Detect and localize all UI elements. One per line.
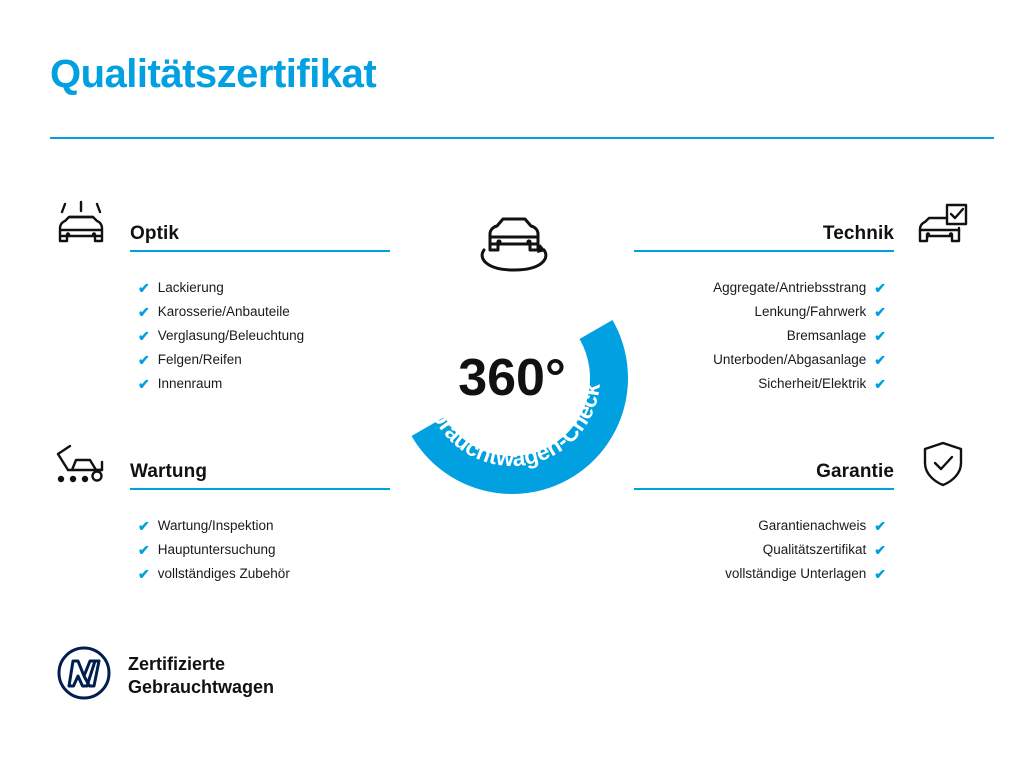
check-icon: ✔ [874, 328, 886, 344]
check-icon: ✔ [874, 280, 886, 296]
section-optik-underline [130, 250, 390, 252]
list-item-label: Unterboden/Abgasanlage [713, 352, 867, 367]
list-item [634, 514, 974, 538]
check-icon: ✔ [138, 304, 150, 320]
car-front-shine-icon [50, 200, 112, 252]
section-technik-title-wrap [634, 223, 912, 252]
arc-label: Gebrauchtwagen-Check [418, 380, 605, 472]
check-icon: ✔ [138, 352, 150, 368]
list-item [50, 538, 390, 562]
list-item [50, 300, 390, 324]
list-item-label: Karosserie/Anbauteile [157, 304, 290, 319]
section-garantie-underline [634, 488, 894, 490]
section-garantie-list [634, 514, 974, 586]
list-item [634, 276, 974, 300]
section-garantie-label: Garantie [816, 461, 894, 482]
section-optik-label: Optik [130, 223, 180, 244]
section-garantie-title-wrap [634, 461, 912, 490]
check-icon: ✔ [138, 566, 150, 582]
list-item-label: vollständiges Zubehör [157, 566, 290, 581]
section-wartung-label: Wartung [130, 461, 208, 482]
check-icon: ✔ [138, 280, 150, 296]
check-icon: ✔ [138, 328, 150, 344]
footer-text [128, 653, 274, 699]
footer-brand [56, 645, 274, 706]
check-icon: ✔ [874, 376, 886, 392]
list-item-label: Wartung/Inspektion [157, 518, 274, 533]
section-optik [50, 200, 390, 396]
check-icon: ✔ [874, 304, 886, 320]
list-item-label: Lackierung [157, 280, 224, 295]
page-title: Qualitätszertifikat [50, 52, 377, 96]
footer-line-2: Gebrauchtwagen [128, 676, 275, 697]
section-wartung-underline [130, 488, 390, 490]
list-item [50, 324, 390, 348]
list-item [50, 276, 390, 300]
section-technik-list [634, 276, 974, 396]
check-icon: ✔ [138, 542, 150, 558]
section-wartung-list [50, 514, 390, 586]
list-item [634, 562, 974, 586]
section-wartung-header [50, 438, 390, 500]
list-item [634, 300, 974, 324]
title-divider [50, 137, 994, 139]
list-item-label: Sicherheit/Elektrik [758, 376, 867, 391]
list-item [634, 538, 974, 562]
list-item-label: vollständige Unterlagen [725, 566, 867, 581]
list-item-label: Verglasung/Beleuchtung [157, 328, 305, 343]
check-icon: ✔ [874, 352, 886, 368]
list-item-label: Qualitätszertifikat [762, 542, 867, 557]
shield-check-icon [912, 438, 974, 490]
degrees-label: 360° [458, 349, 566, 407]
list-item-label: Innenraum [157, 376, 223, 391]
list-item [50, 372, 390, 396]
check-icon: ✔ [874, 542, 886, 558]
360-check-badge [380, 196, 644, 496]
section-garantie [634, 438, 974, 586]
section-garantie-header [634, 438, 974, 500]
car-lift-icon [50, 438, 112, 490]
footer-line-1: Zertifizierte [128, 653, 226, 674]
section-wartung-title-wrap [112, 461, 390, 490]
section-optik-title-wrap [112, 223, 390, 252]
list-item-label: Aggregate/Antriebsstrang [713, 280, 867, 295]
left-column [50, 200, 390, 586]
list-item-label: Bremsanlage [786, 328, 867, 343]
check-icon: ✔ [138, 376, 150, 392]
section-technik [634, 200, 974, 396]
section-optik-list [50, 276, 390, 396]
list-item-label: Felgen/Reifen [157, 352, 242, 367]
car-checklist-icon [912, 200, 974, 252]
section-optik-header [50, 200, 390, 262]
list-item [50, 562, 390, 586]
section-technik-underline [634, 250, 894, 252]
list-item [634, 324, 974, 348]
check-icon: ✔ [874, 566, 886, 582]
list-item [50, 348, 390, 372]
vw-logo [56, 645, 112, 706]
list-item-label: Lenkung/Fahrwerk [754, 304, 867, 319]
list-item [634, 372, 974, 396]
section-technik-label: Technik [822, 223, 894, 244]
list-item-label: Garantienachweis [758, 518, 867, 533]
check-icon: ✔ [138, 518, 150, 534]
list-item [50, 514, 390, 538]
list-item [634, 348, 974, 372]
car-rotate-icon [482, 219, 546, 270]
list-item-label: Hauptuntersuchung [157, 542, 276, 557]
check-icon: ✔ [874, 518, 886, 534]
right-column [634, 200, 974, 586]
section-technik-header [634, 200, 974, 262]
section-wartung [50, 438, 390, 586]
